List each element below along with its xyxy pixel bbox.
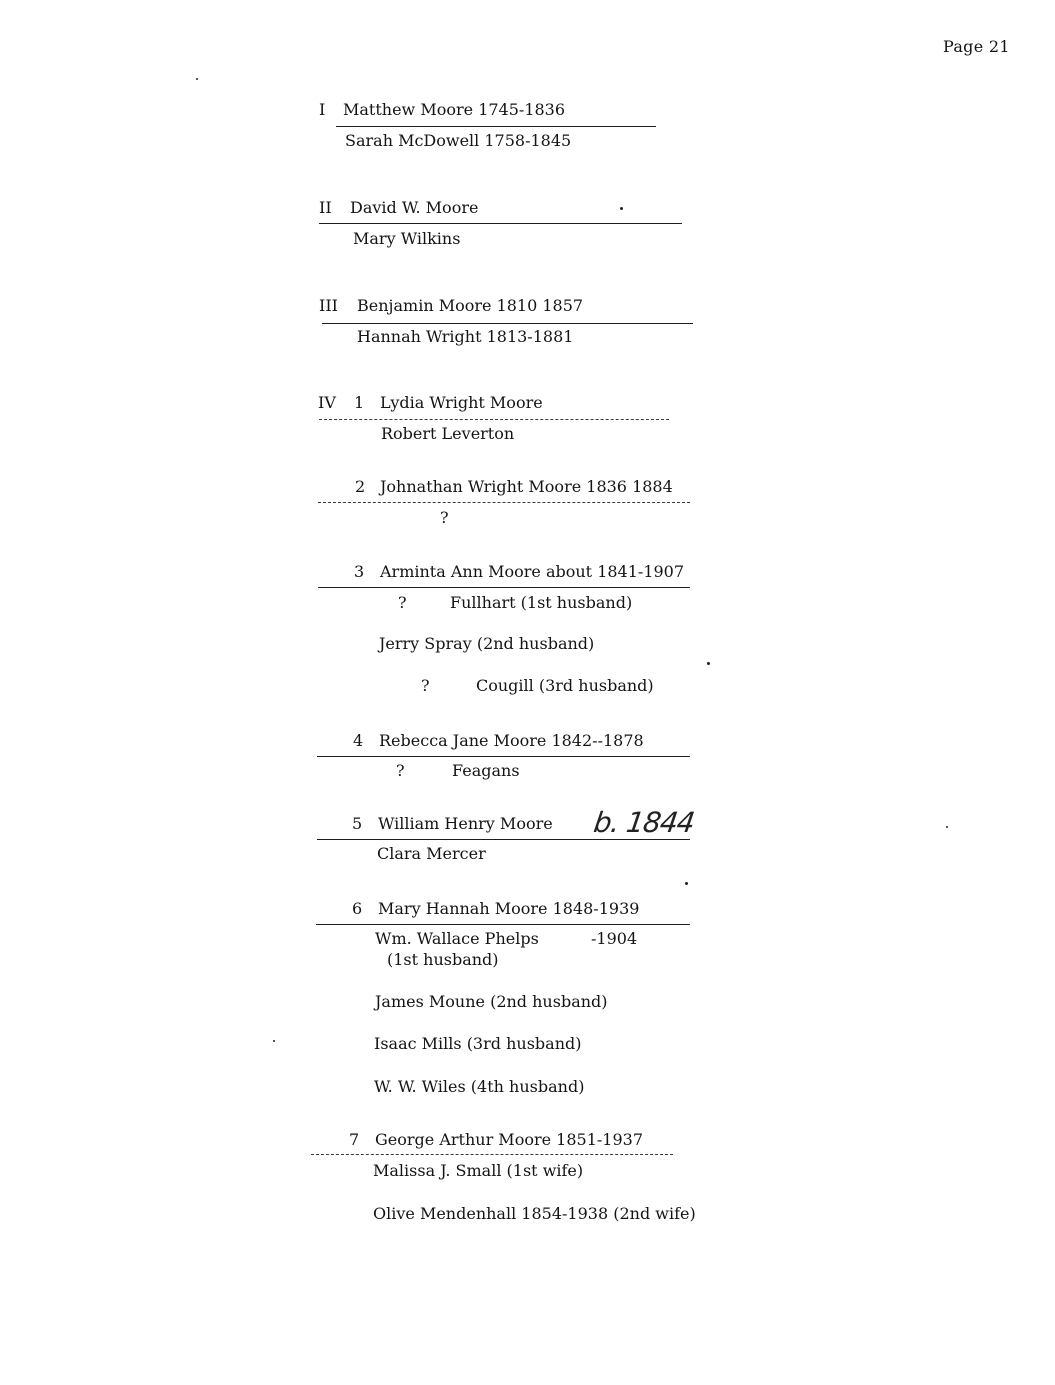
- child-name: Johnathan Wright Moore 1836 1884: [380, 477, 673, 496]
- spouse-name: Mary Wilkins: [353, 229, 461, 248]
- divider-line: [317, 756, 690, 757]
- spouse-unknown: ?: [421, 676, 430, 695]
- spouse-name: Sarah McDowell 1758-1845: [345, 131, 572, 150]
- person-name: David W. Moore: [350, 198, 479, 217]
- speck: [273, 1040, 275, 1042]
- child-number: 2: [355, 477, 366, 496]
- child-name: Lydia Wright Moore: [380, 393, 543, 412]
- child-number: 1: [354, 393, 365, 412]
- generation-numeral: II: [319, 198, 332, 217]
- speck: [620, 207, 623, 210]
- spouse-unknown: ?: [440, 508, 449, 527]
- child-number: 4: [353, 731, 364, 750]
- spouse-name: Hannah Wright 1813-1881: [357, 327, 574, 346]
- generation-numeral: I: [319, 100, 326, 119]
- spouse-name: Jerry Spray (2nd husband): [379, 634, 595, 653]
- speck: [707, 662, 710, 665]
- divider-line: [319, 223, 682, 224]
- spouse-name: Fullhart (1st husband): [450, 593, 633, 612]
- divider-line: [319, 419, 669, 420]
- speck: [685, 882, 688, 885]
- divider-line: [317, 839, 690, 840]
- child-name: Rebecca Jane Moore 1842--1878: [379, 731, 644, 750]
- divider-line: [318, 502, 690, 503]
- spouse-name: Robert Leverton: [381, 424, 515, 443]
- speck: [196, 78, 198, 80]
- spouse-name: Malissa J. Small (1st wife): [373, 1161, 584, 1180]
- spouse-note: (1st husband): [387, 950, 499, 969]
- divider-line: [318, 587, 690, 588]
- person-name: Benjamin Moore 1810 1857: [357, 296, 584, 315]
- divider-line: [322, 323, 693, 324]
- child-number: 6: [352, 899, 363, 918]
- generation-numeral: III: [319, 296, 338, 315]
- child-number: 5: [352, 814, 363, 833]
- child-name: George Arthur Moore 1851-1937: [375, 1130, 643, 1149]
- generation-numeral: IV: [318, 393, 336, 412]
- spouse-name: James Moune (2nd husband): [375, 992, 608, 1011]
- child-name: Mary Hannah Moore 1848-1939: [378, 899, 640, 918]
- divider-line: [316, 924, 690, 925]
- spouse-name: Clara Mercer: [377, 844, 486, 863]
- divider-line: [311, 1154, 673, 1155]
- spouse-name: Isaac Mills (3rd husband): [374, 1034, 582, 1053]
- spouse-unknown: ?: [396, 761, 405, 780]
- child-number: 7: [349, 1130, 360, 1149]
- person-name: Matthew Moore 1745-1836: [343, 100, 566, 119]
- divider-line: [336, 126, 656, 127]
- spouse-name: Feagans: [452, 761, 520, 780]
- child-name: William Henry Moore: [378, 814, 553, 833]
- speck: [946, 826, 948, 828]
- spouse-unknown: ?: [398, 593, 407, 612]
- spouse-name: Wm. Wallace Phelps: [375, 929, 539, 948]
- page-number: Page 21: [943, 37, 1010, 56]
- handwritten-birth-note: b. 1844: [591, 806, 697, 839]
- spouse-death-date: -1904: [591, 929, 638, 948]
- spouse-name: W. W. Wiles (4th husband): [374, 1077, 585, 1096]
- spouse-name: Olive Mendenhall 1854-1938 (2nd wife): [373, 1204, 696, 1223]
- spouse-name: Cougill (3rd husband): [476, 676, 654, 695]
- child-number: 3: [354, 562, 365, 581]
- child-name: Arminta Ann Moore about 1841-1907: [380, 562, 685, 581]
